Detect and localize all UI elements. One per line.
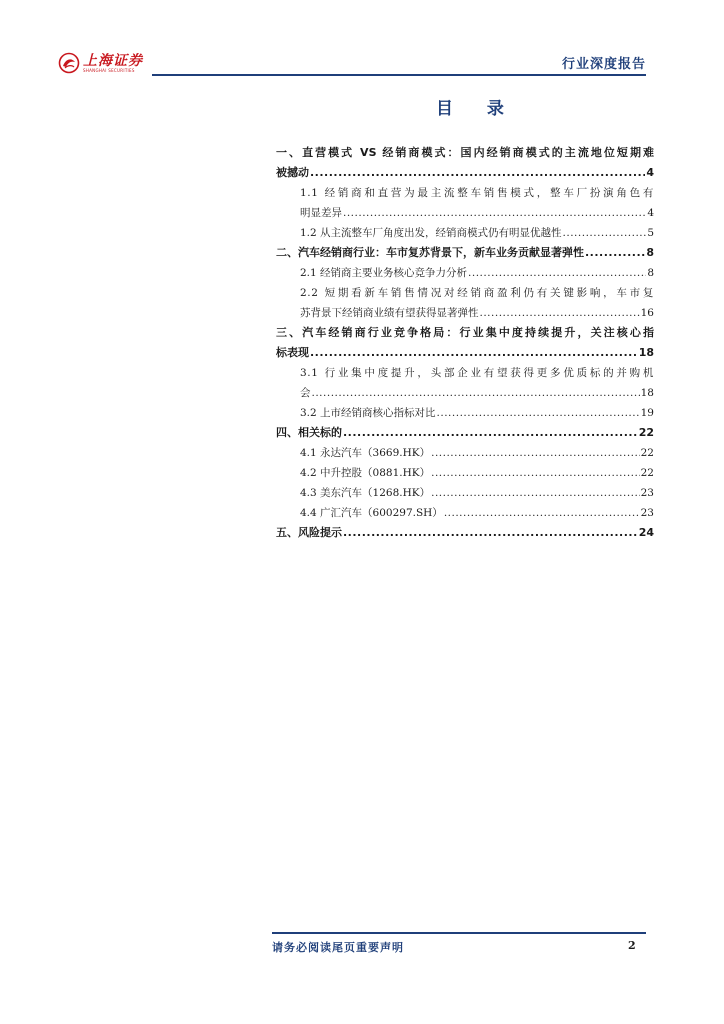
toc-entry-text: 4.1 永达汽车（3669.HK） (300, 447, 431, 459)
toc-leader-dots (312, 383, 640, 403)
toc-entry-text: 2.1 经销商主要业务核心竞争力分析 (300, 267, 468, 279)
toc-leader-dots (431, 483, 640, 503)
toc-entry-text: 一、直营模式 VS 经销商模式：国内经销商模式的主流地位短期难 (276, 146, 654, 159)
toc-entry-text: 4.2 中升控股（0881.HK） (300, 467, 431, 479)
toc-entry-text: 二、汽车经销商行业：车市复苏背景下，新车业务贡献显著弹性 (276, 246, 584, 259)
toc-leader-dots (585, 243, 645, 263)
toc-leader-dots (480, 303, 640, 323)
toc-page-number: 19 (640, 407, 654, 419)
toc-entry-2-2[interactable] (276, 283, 654, 323)
toc-entry-4-4[interactable] (276, 503, 654, 523)
toc-entry-1-2[interactable] (276, 223, 654, 243)
toc-page-number: 4 (646, 166, 654, 179)
toc-leader-dots (343, 203, 646, 223)
toc-page-number: 22 (638, 426, 654, 439)
toc-entry-text: 明显差异 (300, 207, 342, 219)
toc-leader-dots (310, 163, 645, 183)
toc-page-number: 22 (640, 467, 654, 479)
toc-page-number: 24 (638, 526, 654, 539)
toc-entry-3-1[interactable] (276, 363, 654, 403)
toc-page-number: 23 (640, 507, 654, 519)
toc-leader-dots (444, 503, 640, 523)
toc-entry-text: 三、汽车经销商行业竞争格局：行业集中度持续提升，关注核心指 (276, 326, 654, 339)
logo-chinese-name: 上海证券 (83, 52, 143, 69)
toc-entry-text: 1.1 经销商和直营为最主流整车销售模式，整车厂扮演角色有 (300, 187, 654, 199)
toc-entry-text: 被撼动 (276, 166, 309, 179)
header-divider (152, 74, 646, 76)
toc-entry-text: 1.2 从主流整车厂角度出发，经销商模式仍有明显优越性 (300, 227, 562, 239)
page-number: 2 (628, 939, 636, 952)
toc-entry-4-1[interactable] (276, 443, 654, 463)
toc-entry-text: 3.2 上市经销商核心指标对比 (300, 407, 436, 419)
toc-entry-text: 四、相关标的 (276, 426, 342, 439)
report-type-label: 行业深度报告 (561, 57, 646, 72)
toc-title: 目 录 (436, 99, 518, 119)
toc-entry-text: 4.4 广汇汽车（600297.SH） (300, 507, 443, 519)
toc-page-number: 8 (647, 267, 654, 279)
toc-page-number: 8 (646, 246, 654, 259)
toc-entry-text: 2.2 短期看新车销售情况对经销商盈利仍有关键影响，车市复 (300, 287, 654, 299)
footer-divider (272, 932, 646, 934)
toc-entry-text: 标表现 (276, 346, 309, 359)
toc-entry-section-5[interactable] (276, 523, 654, 543)
toc-entry-4-3[interactable] (276, 483, 654, 503)
toc-page-number: 5 (647, 227, 654, 239)
toc-page-number: 18 (640, 387, 654, 399)
toc-entry-section-2[interactable] (276, 243, 654, 263)
toc-page-number: 16 (640, 307, 654, 319)
toc-entry-text: 会 (300, 387, 311, 399)
toc-leader-dots (437, 403, 640, 423)
toc-leader-dots (563, 223, 647, 243)
toc-entry-2-1[interactable] (276, 263, 654, 283)
toc-entry-text: 五、风险提示 (276, 526, 342, 539)
toc-entry-section-4[interactable] (276, 423, 654, 443)
toc-leader-dots (431, 463, 640, 483)
toc-leader-dots (343, 523, 638, 543)
table-of-contents (276, 143, 654, 543)
toc-page-number: 22 (640, 447, 654, 459)
toc-entry-section-1[interactable] (276, 143, 654, 183)
toc-entry-section-3[interactable] (276, 323, 654, 363)
toc-leader-dots (431, 443, 640, 463)
toc-leader-dots (343, 423, 638, 443)
toc-leader-dots (468, 263, 646, 283)
toc-entry-1-1[interactable] (276, 183, 654, 223)
logo-emblem-icon (58, 52, 80, 74)
toc-page-number: 18 (638, 346, 654, 359)
toc-entry-text: 苏背景下经销商业绩有望获得显著弹性 (300, 307, 479, 319)
toc-entry-3-2[interactable] (276, 403, 654, 423)
toc-entry-4-2[interactable] (276, 463, 654, 483)
toc-page-number: 23 (640, 487, 654, 499)
page-header (0, 0, 724, 80)
logo-english-name: SHANGHAI SECURITIES (83, 67, 135, 73)
toc-entry-text: 4.3 美东汽车（1268.HK） (300, 487, 431, 499)
company-logo (58, 52, 143, 74)
disclaimer-note: 请务必阅读尾页重要声明 (272, 941, 404, 954)
toc-page-number: 4 (647, 207, 654, 219)
toc-leader-dots (310, 343, 638, 363)
toc-entry-text: 3.1 行业集中度提升，头部企业有望获得更多优质标的并购机 (300, 367, 654, 379)
